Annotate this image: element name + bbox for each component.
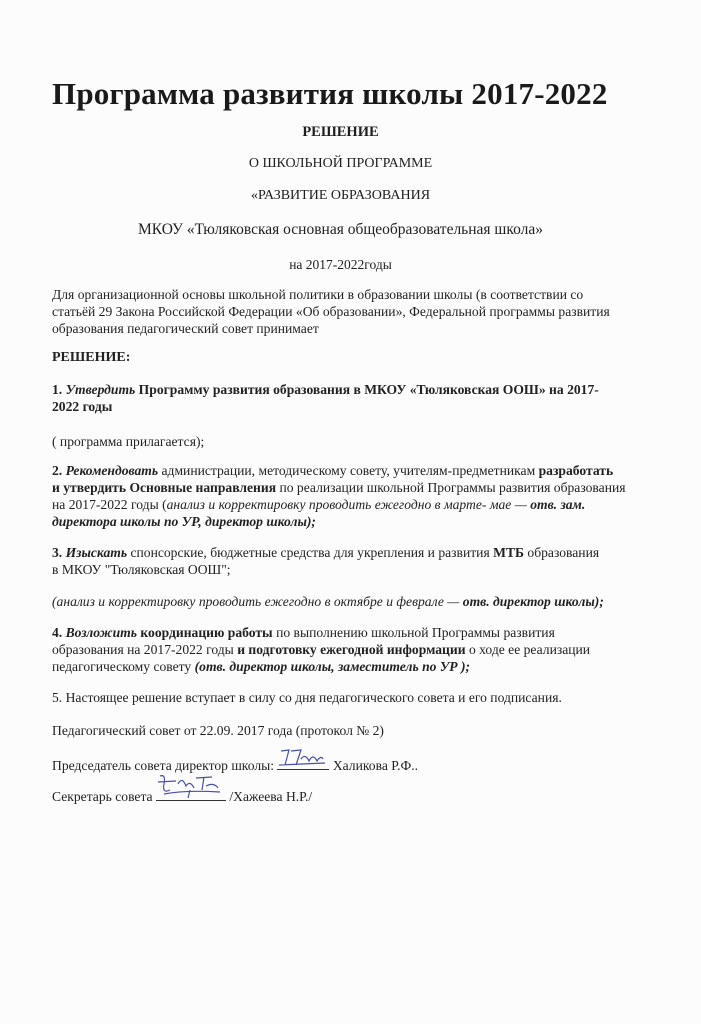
secretary-name: /Хажеева Н.Р./ (225, 789, 313, 804)
item-text: Программу развития образования в МКОУ «Тюляковская ООШ» на 2017- (135, 382, 599, 397)
secretary-signature-line (52, 786, 632, 805)
item-text-bold: разработать (538, 463, 614, 478)
item-3 (52, 544, 632, 578)
item-text: по реализации школьной Программы развития образования (276, 480, 626, 495)
item-verb: Рекомендовать (65, 463, 159, 478)
program-name-heading: «РАЗВИТИЕ ОБРАЗОВАНИЯ (250, 188, 431, 203)
item-text: образования на 2017-2022 годы (52, 642, 238, 657)
intro-paragraph (52, 286, 632, 337)
council-date: Педагогический совет от 22.09. 2017 года (протокол № 2) (52, 723, 384, 738)
item-text-bold-italic: (отв. директор школы, заместитель по УР ); (194, 659, 471, 674)
item-text: образования (524, 545, 600, 560)
chair-name: Халикова Р.Ф.. (329, 758, 419, 773)
decision-heading: РЕШЕНИЕ (302, 124, 379, 140)
school-name-heading: МКОУ «Тюляковская основная общеобразовательная школа» (137, 221, 544, 238)
item-verb: Утвердить (65, 382, 136, 397)
item-5: 5. Настоящее решение вступает в силу со дня педагогического совета и его подписания. (52, 690, 562, 705)
item-4 (52, 624, 632, 675)
item-text-bold: МТБ (493, 545, 524, 560)
item-text-italic: анализ и корректировку проводить ежегодно в марте- мае — (166, 497, 531, 512)
item-number: 1. (52, 382, 66, 397)
item-number: 2. (52, 463, 66, 478)
item-text-bold: Основные направления (126, 480, 277, 495)
item-text: спонсорские, бюджетные средства для укрепления и развития (127, 545, 494, 560)
item-text: по выполнению школьной Программы развития (272, 625, 555, 640)
item-number: 3. (52, 545, 66, 560)
item-number: 4. (52, 625, 66, 640)
intro-line: статьёй 29 Закона Российской Федерации «Об образовании», Федеральной программы развития (52, 304, 610, 319)
chair-label: Председатель совета директор школы: (52, 758, 278, 773)
item-2 (52, 462, 632, 530)
chair-signature (277, 755, 329, 770)
item-text-bold-italic: отв. зам. (530, 497, 586, 512)
item-text-bold: и подготовку ежегодной информации (237, 642, 466, 657)
item-text-bold-italic: директора школы по УР, директор школы); (52, 514, 316, 529)
item-text: о ходе ее реализации (465, 642, 591, 657)
years-heading: на 2017-2022годы (289, 257, 392, 272)
document-title: Программа развития школы 2017-2022 (52, 76, 608, 111)
secretary-label: Секретарь совета (52, 789, 156, 804)
item-text-bold: координацию работы (136, 625, 273, 640)
decision-label: РЕШЕНИЕ: (52, 350, 131, 365)
secretary-signature (156, 786, 226, 801)
item-text: администрации, методическому совету, учителям-предметникам (158, 463, 539, 478)
item-1 (52, 381, 632, 415)
intro-line: образования педагогический совет принимает (52, 321, 319, 336)
chair-signature-line (52, 755, 632, 774)
item-verb: Изыскать (65, 545, 128, 560)
item-3-note (52, 593, 632, 610)
item-1-note: ( программа прилагается); (52, 434, 205, 449)
item-text-bold: и утвердить (52, 480, 127, 495)
program-heading: О ШКОЛЬНОЙ ПРОГРАММЕ (248, 156, 433, 171)
item-text: 2022 годы (52, 399, 113, 414)
item-text-italic: (анализ и корректировку проводить ежегодно в октябре и феврале — (52, 594, 463, 609)
item-text: педагогическому совету (52, 659, 195, 674)
intro-line: Для организационной основы школьной политики в образовании школы (в соответствии со (52, 287, 584, 302)
item-text: на 2017-2022 годы ( (52, 497, 167, 512)
item-text-bold-italic: отв. директор школы); (462, 594, 604, 609)
item-verb: Возложить (65, 625, 137, 640)
item-text: в МКОУ "Тюляковская ООШ"; (52, 562, 231, 577)
